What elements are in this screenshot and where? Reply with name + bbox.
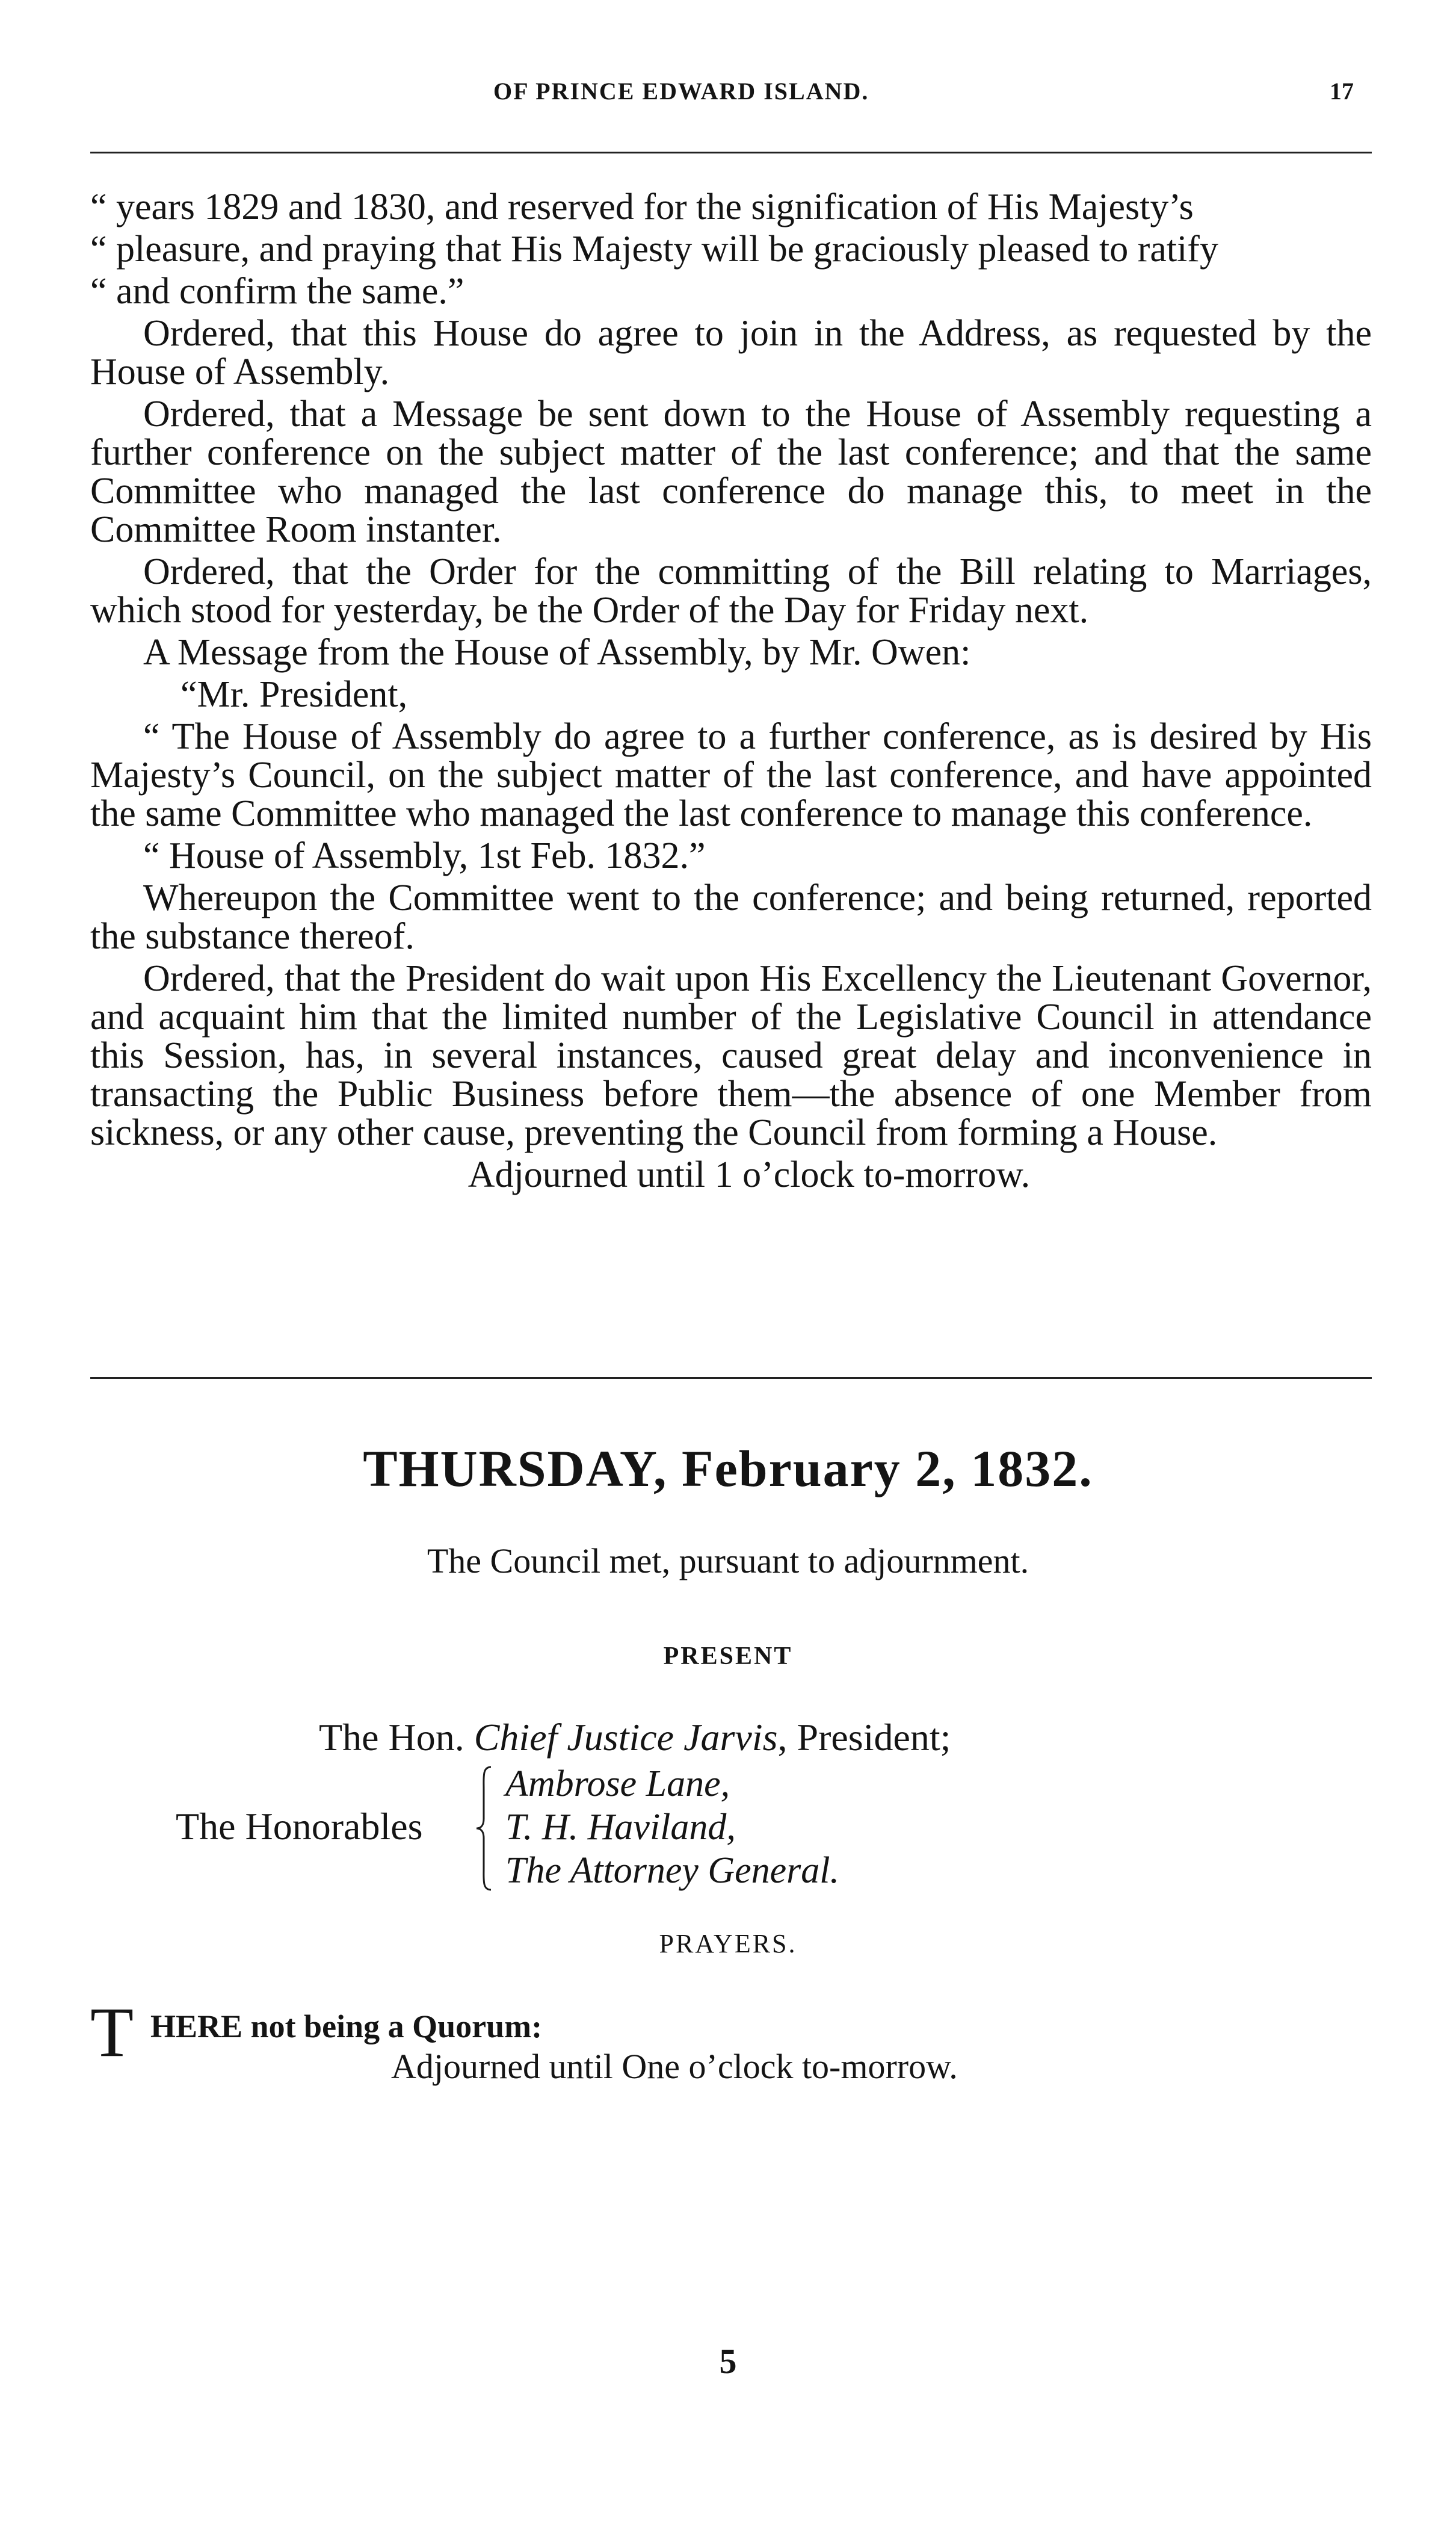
honorables-label: The Honorables — [176, 1805, 423, 1848]
section-rule — [90, 1377, 1372, 1379]
council-met-line: The Council met, pursuant to adjournment. — [427, 1541, 1029, 1580]
header-rule — [90, 152, 1372, 153]
quoted-line: “ pleasure, and praying that His Majesty will be graciously pleased to ratify — [90, 229, 1218, 270]
salutation: “Mr. President, — [180, 674, 408, 715]
president-prefix: The Hon. — [319, 1716, 474, 1759]
signature-mark: 5 — [719, 2342, 737, 2381]
present-heading: PRESENT — [663, 1642, 793, 1670]
president-line — [319, 1715, 951, 1760]
prayers-heading: PRAYERS. — [659, 1929, 797, 1958]
page-number: 17 — [1330, 78, 1354, 105]
brace-icon — [475, 1765, 493, 1892]
assembly-dateline: “ House of Assembly, 1st Feb. 1832.” — [143, 835, 706, 876]
paragraph-assembly-agree: “ The House of Assembly do agree to a further conference, as is desired by His Majesty’s Council, on the subject matter of the last conference, and have appointed the same Committee who managed the last conference to manage this conference. — [90, 716, 1372, 834]
paragraph-ordered-marriages: Ordered, that the Order for the committing of the Bill relating to Marriages, which stood for yesterday, be the Order of the Day for Friday next. — [90, 551, 1372, 631]
paragraph-ordered-president: Ordered, that the President do wait upon His Excellency the Lieutenant Governor, and acquaint him that the limited number of the Legislative Council in attendance this Session, has, in several instances, caused great delay and inconvenience in transacting the Public Business before them—the absence of one Member from sickness, or any other cause, preventing the Council from forming a House. — [90, 958, 1372, 1153]
quoted-line: “ and confirm the same.” — [90, 271, 464, 312]
adjournment-line-2: Adjourned until One o’clock to-morrow. — [391, 2047, 958, 2086]
honorable-name: Ambrose Lane, — [505, 1763, 730, 1804]
paragraph-ordered-join: Ordered, that this House do agree to join in the Address, as requested by the House of Assembly. — [90, 313, 1372, 392]
president-name: Chief Justice Jarvis — [474, 1716, 778, 1759]
paragraph-message-owen: A Message from the House of Assembly, by Mr. Owen: — [143, 632, 971, 673]
president-suffix: , President; — [777, 1716, 951, 1759]
body-text — [90, 188, 1372, 1198]
quorum-line: HERE not being a Quorum: — [150, 2008, 543, 2044]
paragraph-whereupon: Whereupon the Committee went to the conference; and being returned, reported the substance thereof. — [90, 877, 1372, 957]
adjournment-line: Adjourned until 1 o’clock to-morrow. — [467, 1154, 1031, 1195]
honorable-name: T. H. Haviland, — [505, 1807, 736, 1848]
drop-cap: T — [90, 1993, 134, 2072]
honorables-list — [505, 1762, 839, 1892]
paragraph-ordered-message: Ordered, that a Message be sent down to the House of Assembly requesting a further conference on the subject matter of the last conference; and that the same Committee who managed the last conference do manage this, to meet in the Committee Room instanter. — [90, 394, 1372, 550]
running-head: OF PRINCE EDWARD ISLAND. — [493, 78, 869, 105]
date-heading: THURSDAY, February 2, 1832. — [363, 1440, 1093, 1497]
honorable-name: The Attorney General. — [505, 1850, 840, 1891]
quoted-line: “ years 1829 and 1830, and reserved for the signification of His Majesty’s — [90, 187, 1194, 227]
